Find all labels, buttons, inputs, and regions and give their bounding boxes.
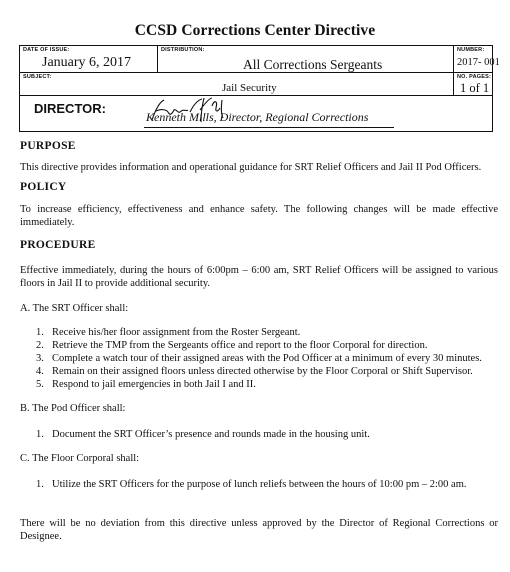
section-c-item: 1. Utilize the SRT Officers for the purpose of lunch reliefs between the hours of 10:00 pm – 2:00 am.	[36, 479, 467, 490]
number-cell	[454, 46, 500, 73]
section-a-item: 5. Respond to jail emergencies in both Jail I and II.	[36, 379, 256, 390]
procedure-intro: Effective immediately, during the hours of 6:00pm – 6:00 am, SRT Relief Officers will be assigned to various floors in Jail II to provide additional security.	[20, 265, 498, 289]
director-label: DIRECTOR:	[34, 101, 106, 116]
section-b-title: B. The Pod Officer shall:	[20, 403, 126, 414]
distribution-value: All Corrections Sergeants	[243, 57, 383, 72]
policy-text: To increase efficiency, effectiveness and enhance safety. The following changes will be made effective immediately.	[20, 204, 498, 228]
section-a-title: A. The SRT Officer shall:	[20, 303, 129, 314]
subject-value: Jail Security	[222, 82, 277, 94]
procedure-heading: PROCEDURE	[20, 239, 96, 251]
section-a-item: 1. Receive his/her floor assignment from the Roster Sergeant.	[36, 327, 301, 338]
purpose-heading: PURPOSE	[20, 140, 76, 152]
subject-cell	[20, 73, 454, 96]
policy-heading: POLICY	[20, 181, 67, 193]
signature-line	[144, 127, 394, 128]
distribution-cell	[158, 46, 454, 73]
distribution-label: DISTRIBUTION:	[161, 47, 205, 53]
section-c-title: C. The Floor Corporal shall:	[20, 453, 140, 464]
purpose-text: This directive provides information and operational guidance for SRT Relief Officers and Jail II Pod Officers.	[20, 162, 482, 173]
date-of-issue-cell	[20, 46, 158, 73]
section-a-item: 2. Retrieve the TMP from the Sergeants office and report to the floor Corporal for direction.	[36, 340, 428, 351]
director-cell	[20, 96, 492, 130]
section-a-item: 4. Remain on their assigned floors unless directed otherwise by the Floor Corporal or Shift Supervisor.	[36, 366, 473, 377]
number-label: NUMBER:	[457, 47, 485, 53]
date-of-issue-value: January 6, 2017	[42, 55, 132, 70]
pages-cell	[454, 73, 492, 96]
document-title: CCSD Corrections Center Directive	[134, 22, 376, 39]
pages-label: NO. PAGES:	[457, 74, 491, 80]
section-a-item: 3. Complete a watch tour of their assigned areas with the Pod Officer at a minimum of every 30 minutes.	[36, 353, 482, 364]
section-b-item: 1. Document the SRT Officer’s presence and rounds made in the housing unit.	[36, 429, 370, 440]
director-name: Kenneth Mills, Director, Regional Corrections	[146, 110, 369, 124]
date-of-issue-label: DATE OF ISSUE:	[23, 47, 70, 53]
number-value: 2017- 001	[457, 57, 500, 68]
directive-header-table	[19, 45, 500, 132]
pages-value: 1 of 1	[460, 81, 490, 95]
subject-label: SUBJECT:	[23, 74, 52, 80]
closing-text: There will be no deviation from this directive unless approved by the Director of Regional Corrections or Designee.	[20, 518, 498, 542]
